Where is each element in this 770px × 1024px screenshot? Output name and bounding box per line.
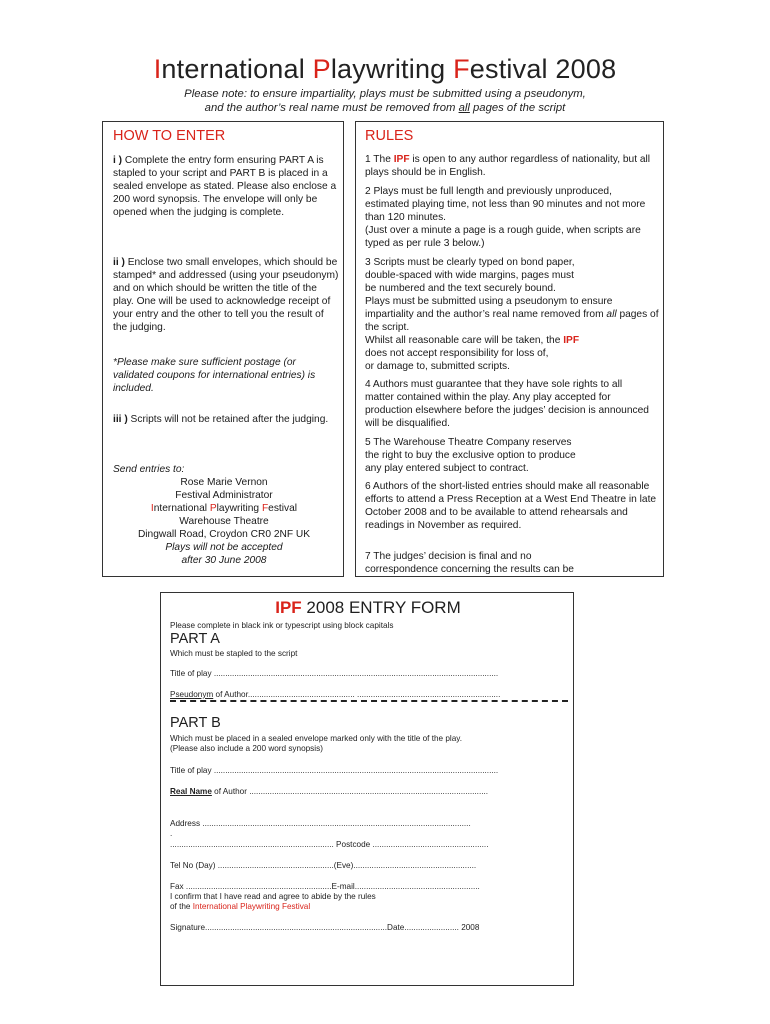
pseudonym-field[interactable]: Pseudonym of Author............................................... ............................................................... <box>170 690 501 699</box>
note-line-1: Please note: to ensure impartiality, plays must be submitted using a pseudonym, <box>184 88 586 100</box>
rule-3-pseudonym: Plays must be submitted using a pseudonym to ensure impartiality and the author’s real name removed from all pages of the script. <box>365 296 659 333</box>
part-b-note-1: Which must be placed in a sealed envelope marked only with the title of the play. <box>170 734 463 743</box>
part-b-note-2: (Please also include a 200 word synopsis) <box>170 744 323 753</box>
deadline-line-2: after 30 June 2008 <box>181 555 267 566</box>
title-of-play-field-b[interactable]: Title of play ............................................................................................................................. <box>170 766 499 775</box>
rule-6: 6 Authors of the short-listed entries should make all reasonable efforts to attend a Press Reception at a West End Theatre in late October 2008 and to be available to attend rehearsals and readings in November as required. <box>365 481 657 531</box>
rule-5-line-2: the right to buy the exclusive option to produce <box>365 450 576 461</box>
rule-2: 2 Plays must be full length and previously unproduced, estimated playing time, not less than 90 minutes and not more than 120 minutes. <box>365 186 646 223</box>
send-entries-label: Send entries to: <box>113 464 185 475</box>
rule-7-line-2: correspondence concerning the results can be <box>365 564 574 575</box>
rule-3-line-3: be numbered and the text securely bound. <box>365 283 556 294</box>
telephone-field[interactable]: Tel No (Day) ...................................................(Eve)...................................................... <box>170 861 477 870</box>
rule-3-responsibility: does not accept responsibility for loss of, <box>365 348 549 359</box>
rule-3-line-1: 3 Scripts must be clearly typed on bond paper, <box>365 257 575 268</box>
note-line-2: and the author’s real name must be removed from all pages of the script <box>204 102 566 114</box>
postage-note: *Please make sure sufficient postage (or validated coupons for international entries) is included. <box>113 357 316 394</box>
rule-5-line-3: any play entered subject to contract. <box>365 463 529 474</box>
confirm-line-1: I confirm that I have read and agree to abide by the rules <box>170 892 376 901</box>
page-title: International Playwriting Festival 2008 <box>153 54 617 84</box>
rule-4: 4 Authors must guarantee that they have sole rights to all matter contained within the play. Any play accepted for production elsewhere before the judges’ decision is announced will be disqualified. <box>365 379 649 429</box>
rule-3-line-2: double-spaced with wide margins, pages must <box>365 270 574 281</box>
step-ii: ii ) Enclose two small envelopes, which should be stamped* and addressed (using your pseudonym) and on which should be written the title of the play. One will be used to acknowledge receipt of your entry and the other to tell you the result of the judging. <box>113 257 339 333</box>
step-iii: iii ) Scripts will not be retained after the judging. <box>113 414 329 425</box>
rule-1: 1 The IPF is open to any author regardless of nationality, but all plays should be in English. <box>365 154 651 178</box>
rule-7-line-1: 7 The judges’ decision is final and no <box>365 551 532 562</box>
step-i: i ) Complete the entry form ensuring PART A is stapled to your script and PART B is placed in a sealed envelope as stated. Please also enclose a 200 word synopsis. The envelope will only be opened when the judging is complete. <box>113 155 337 218</box>
how-to-enter-box <box>102 121 344 577</box>
deadline-line-1: Plays will not be accepted <box>165 542 283 553</box>
address: Dingwall Road, Croydon CR0 2NF UK <box>137 529 311 540</box>
rules-heading: RULES <box>365 128 414 144</box>
entry-form-title: IPF 2008 ENTRY FORM <box>275 598 461 617</box>
venue: Warehouse Theatre <box>179 516 269 527</box>
entry-form <box>160 592 574 986</box>
address-field-continued: . <box>170 829 173 838</box>
rule-3-care: Whilst all reasonable care will be taken, the IPF <box>365 335 580 346</box>
signature-date-field[interactable]: Signature................................................................................Date........................ 2008 <box>170 923 480 932</box>
how-to-enter-heading: HOW TO ENTER <box>113 128 226 144</box>
fax-email-field[interactable]: Fax ................................................................E-mail....................................................... <box>170 882 480 891</box>
rule-5-line-1: 5 The Warehouse Theatre Company reserves <box>365 437 572 448</box>
admin-role: Festival Administrator <box>175 490 273 501</box>
part-a-heading: PART A <box>170 631 220 647</box>
title-of-play-field-a[interactable]: Title of play ............................................................................................................................. <box>170 669 499 678</box>
part-a-note: Which must be stapled to the script <box>170 649 298 658</box>
rules-box <box>355 121 664 577</box>
postcode-field[interactable]: ........................................................................ Postcode ................................................... <box>170 840 489 849</box>
rule-3-damage: or damage to, submitted scripts. <box>365 361 510 372</box>
confirm-line-2: of the International Playwriting Festival <box>170 902 311 911</box>
part-b-heading: PART B <box>170 715 221 731</box>
admin-name: Rose Marie Vernon <box>180 477 268 488</box>
real-name-field[interactable]: Real Name of Author ......................................................................................................... <box>170 787 489 796</box>
address-field[interactable]: Address ...................................................................................................................... <box>170 819 471 828</box>
festival-name: International Playwriting Festival <box>150 503 298 514</box>
rule-2-note: (Just over a minute a page is a rough guide, when scripts are typed as per rule 3 below.) <box>365 225 641 249</box>
form-instructions: Please complete in black ink or typescript using block capitals <box>170 621 394 630</box>
cut-line-divider <box>170 700 568 703</box>
